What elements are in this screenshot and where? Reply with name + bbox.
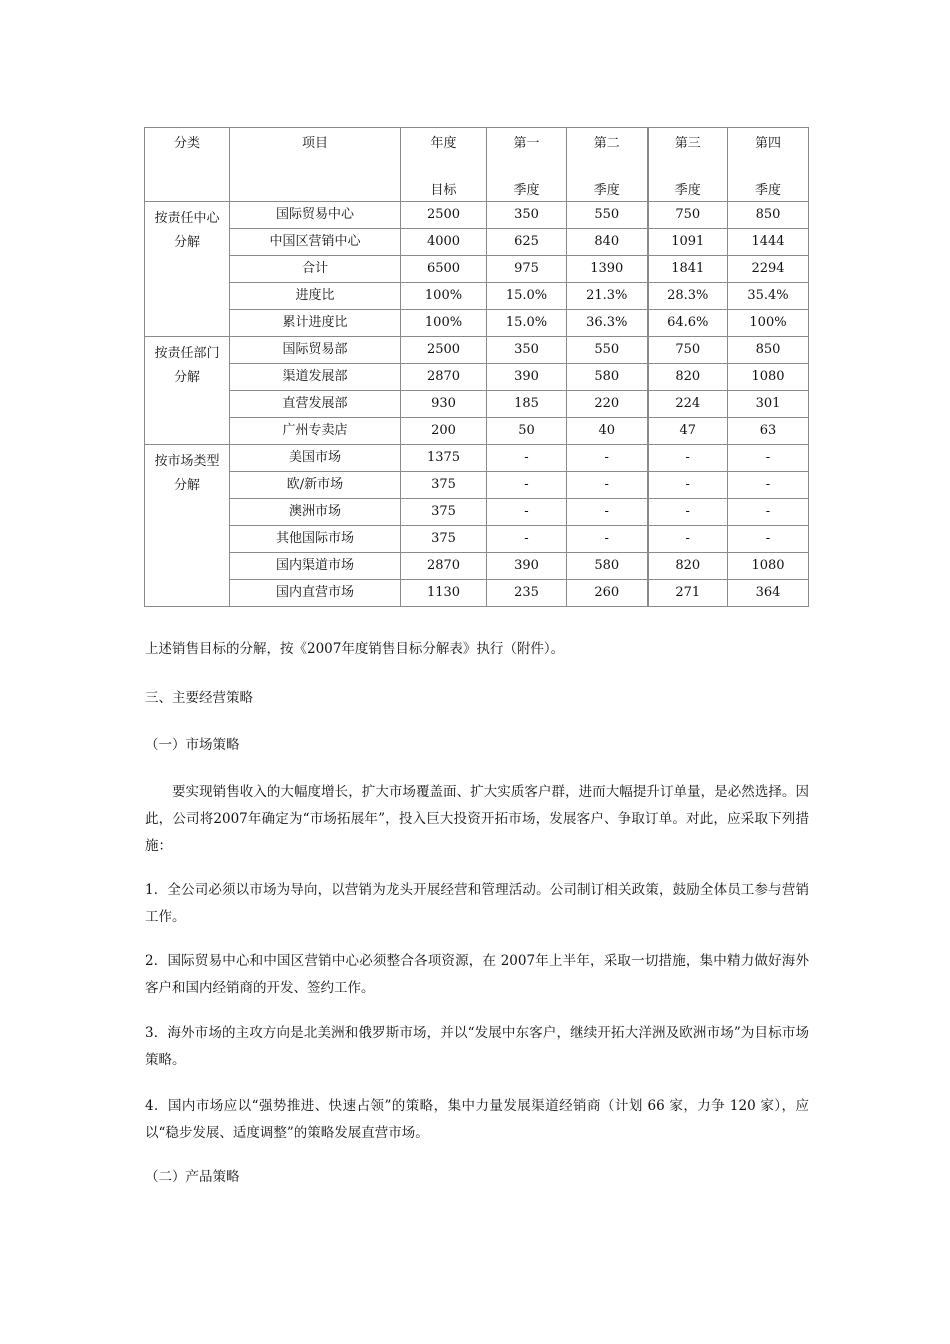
q2-cell: - xyxy=(567,499,648,526)
annual-cell: 2870 xyxy=(401,553,487,580)
q1-cell: - xyxy=(487,526,567,553)
q2-cell: 580 xyxy=(567,364,648,391)
subsection-market-strategy: （一）市场策略 xyxy=(145,737,240,753)
section-heading-strategies: 三、主要经营策略 xyxy=(145,690,253,706)
subsection-product-strategy: （二）产品策略 xyxy=(145,1169,240,1185)
table-row xyxy=(145,256,809,283)
q1-cell: - xyxy=(487,445,567,472)
annual-cell: 375 xyxy=(401,499,487,526)
item-cell: 中国区营销中心 xyxy=(230,229,401,256)
q4-cell: - xyxy=(728,526,809,553)
q2-cell: 840 xyxy=(567,229,648,256)
q4-cell: 364 xyxy=(728,580,809,607)
annual-cell: 100% xyxy=(401,310,487,337)
annual-cell: 2500 xyxy=(401,337,487,364)
q4-cell: 1080 xyxy=(728,553,809,580)
annual-cell: 100% xyxy=(401,283,487,310)
q4-cell: - xyxy=(728,445,809,472)
q3-cell: 47 xyxy=(648,418,728,445)
q2-cell: 220 xyxy=(567,391,648,418)
q4-cell: 1444 xyxy=(728,229,809,256)
annual-cell: 6500 xyxy=(401,256,487,283)
header-q3: 第三 季度 xyxy=(648,128,728,202)
item-cell: 国内直营市场 xyxy=(230,580,401,607)
header-annual: 年度 目标 xyxy=(401,128,487,202)
q2-cell: 36.3% xyxy=(567,310,648,337)
q4-cell: 301 xyxy=(728,391,809,418)
q2-cell: - xyxy=(567,472,648,499)
q2-cell: 550 xyxy=(567,202,648,229)
decomposition-note: 上述销售目标的分解，按《2007年度销售目标分解表》执行（附件）。 xyxy=(145,641,565,657)
q1-cell: 625 xyxy=(487,229,567,256)
q1-cell: 15.0% xyxy=(487,283,567,310)
list-item-4: 4．国内市场应以“强势推进、快速占领”的策略，集中力量发展渠道经销商（计划 66 家，力争 120 家），应以“稳步发展、适度调整”的策略发展直营市场。 xyxy=(145,1098,809,1141)
item-cell: 澳洲市场 xyxy=(230,499,401,526)
q2-cell: - xyxy=(567,526,648,553)
q1-cell: 185 xyxy=(487,391,567,418)
annual-cell: 200 xyxy=(401,418,487,445)
q4-cell: 1080 xyxy=(728,364,809,391)
header-q2: 第二 季度 xyxy=(567,128,648,202)
q1-cell: 350 xyxy=(487,202,567,229)
header-item: 项目 xyxy=(230,128,401,202)
category-cell xyxy=(145,202,230,337)
q2-cell: 1390 xyxy=(567,256,648,283)
table-row xyxy=(145,580,809,607)
q4-cell: - xyxy=(728,499,809,526)
table-row xyxy=(145,337,809,364)
annual-cell: 375 xyxy=(401,472,487,499)
q1-cell: - xyxy=(487,499,567,526)
item-cell: 美国市场 xyxy=(230,445,401,472)
category-label: 分解 xyxy=(173,478,200,493)
item-cell: 渠道发展部 xyxy=(230,364,401,391)
header-q4: 第四 季度 xyxy=(728,128,809,202)
table-header-row xyxy=(145,128,809,202)
annual-cell: 375 xyxy=(401,526,487,553)
annual-cell: 1375 xyxy=(401,445,487,472)
q2-cell: 260 xyxy=(567,580,648,607)
q3-cell: 271 xyxy=(648,580,728,607)
list-item-2: 2．国际贸易中心和中国区营销中心必须整合各项资源，在 2007年上半年，采取一切措施，集中精力做好海外客户和国内经销商的开发、签约工作。 xyxy=(145,953,809,996)
q2-cell: 40 xyxy=(567,418,648,445)
q3-cell: 28.3% xyxy=(648,283,728,310)
q1-cell: 235 xyxy=(487,580,567,607)
category-label: 按责任部门 xyxy=(154,346,220,361)
q3-cell: 820 xyxy=(648,553,728,580)
item-cell: 累计进度比 xyxy=(230,310,401,337)
q1-cell: 975 xyxy=(487,256,567,283)
table-row xyxy=(145,283,809,310)
q4-cell: 35.4% xyxy=(728,283,809,310)
table-row xyxy=(145,391,809,418)
q3-cell: 1091 xyxy=(648,229,728,256)
paragraph-intro: 要实现销售收入的大幅度增长，扩大市场覆盖面、扩大实质客户群，进而大幅提升订单量，是必然选择。因此，公司将2007年确定为“市场拓展年”，投入巨大投资开拓市场，发展客户、争取订单。对此，应采取下列措施： xyxy=(145,784,809,854)
q3-cell: 820 xyxy=(648,364,728,391)
q4-cell: 850 xyxy=(728,337,809,364)
q1-cell: 390 xyxy=(487,553,567,580)
item-cell: 国际贸易部 xyxy=(230,337,401,364)
q4-cell: 100% xyxy=(728,310,809,337)
item-cell: 直营发展部 xyxy=(230,391,401,418)
item-cell: 国内渠道市场 xyxy=(230,553,401,580)
q3-cell: - xyxy=(648,526,728,553)
q1-cell: 390 xyxy=(487,364,567,391)
annual-cell: 930 xyxy=(401,391,487,418)
item-cell: 广州专卖店 xyxy=(230,418,401,445)
q3-cell: 64.6% xyxy=(648,310,728,337)
table-row xyxy=(145,526,809,553)
table-row xyxy=(145,499,809,526)
header-category: 分类 xyxy=(145,128,230,202)
table-row xyxy=(145,364,809,391)
q2-cell: 21.3% xyxy=(567,283,648,310)
table-row xyxy=(145,553,809,580)
q3-cell: - xyxy=(648,445,728,472)
annual-cell: 1130 xyxy=(401,580,487,607)
table-row xyxy=(145,445,809,472)
header-q1: 第一 季度 xyxy=(487,128,567,202)
category-label: 分解 xyxy=(173,370,200,385)
table-row xyxy=(145,310,809,337)
q2-cell: - xyxy=(567,445,648,472)
q3-cell: - xyxy=(648,472,728,499)
q3-cell: 750 xyxy=(648,337,728,364)
list-item-3: 3．海外市场的主攻方向是北美洲和俄罗斯市场，并以“发展中东客户，继续开拓大洋洲及欧洲市场”为目标市场策略。 xyxy=(145,1025,809,1068)
category-cell xyxy=(145,337,230,445)
item-cell: 合计 xyxy=(230,256,401,283)
sales-target-table xyxy=(144,127,809,607)
table-row xyxy=(145,472,809,499)
category-label: 按责任中心 xyxy=(154,211,220,226)
q1-cell: 350 xyxy=(487,337,567,364)
table-row xyxy=(145,418,809,445)
table-row xyxy=(145,202,809,229)
annual-cell: 2500 xyxy=(401,202,487,229)
q2-cell: 580 xyxy=(567,553,648,580)
q4-cell: 2294 xyxy=(728,256,809,283)
q2-cell: 550 xyxy=(567,337,648,364)
category-label: 按市场类型 xyxy=(154,454,220,469)
q3-cell: 750 xyxy=(648,202,728,229)
annual-cell: 2870 xyxy=(401,364,487,391)
item-cell: 其他国际市场 xyxy=(230,526,401,553)
q1-cell: - xyxy=(487,472,567,499)
item-cell: 进度比 xyxy=(230,283,401,310)
annual-cell: 4000 xyxy=(401,229,487,256)
q3-cell: 224 xyxy=(648,391,728,418)
q4-cell: 850 xyxy=(728,202,809,229)
table-row xyxy=(145,229,809,256)
category-cell xyxy=(145,445,230,607)
q3-cell: 1841 xyxy=(648,256,728,283)
q4-cell: - xyxy=(728,472,809,499)
item-cell: 国际贸易中心 xyxy=(230,202,401,229)
q4-cell: 63 xyxy=(728,418,809,445)
list-item-1: 1．全公司必须以市场为导向，以营销为龙头开展经营和管理活动。公司制订相关政策，鼓励全体员工参与营销工作。 xyxy=(145,882,809,925)
q1-cell: 50 xyxy=(487,418,567,445)
item-cell: 欧/新市场 xyxy=(230,472,401,499)
q3-cell: - xyxy=(648,499,728,526)
category-label: 分解 xyxy=(173,235,200,250)
q1-cell: 15.0% xyxy=(487,310,567,337)
